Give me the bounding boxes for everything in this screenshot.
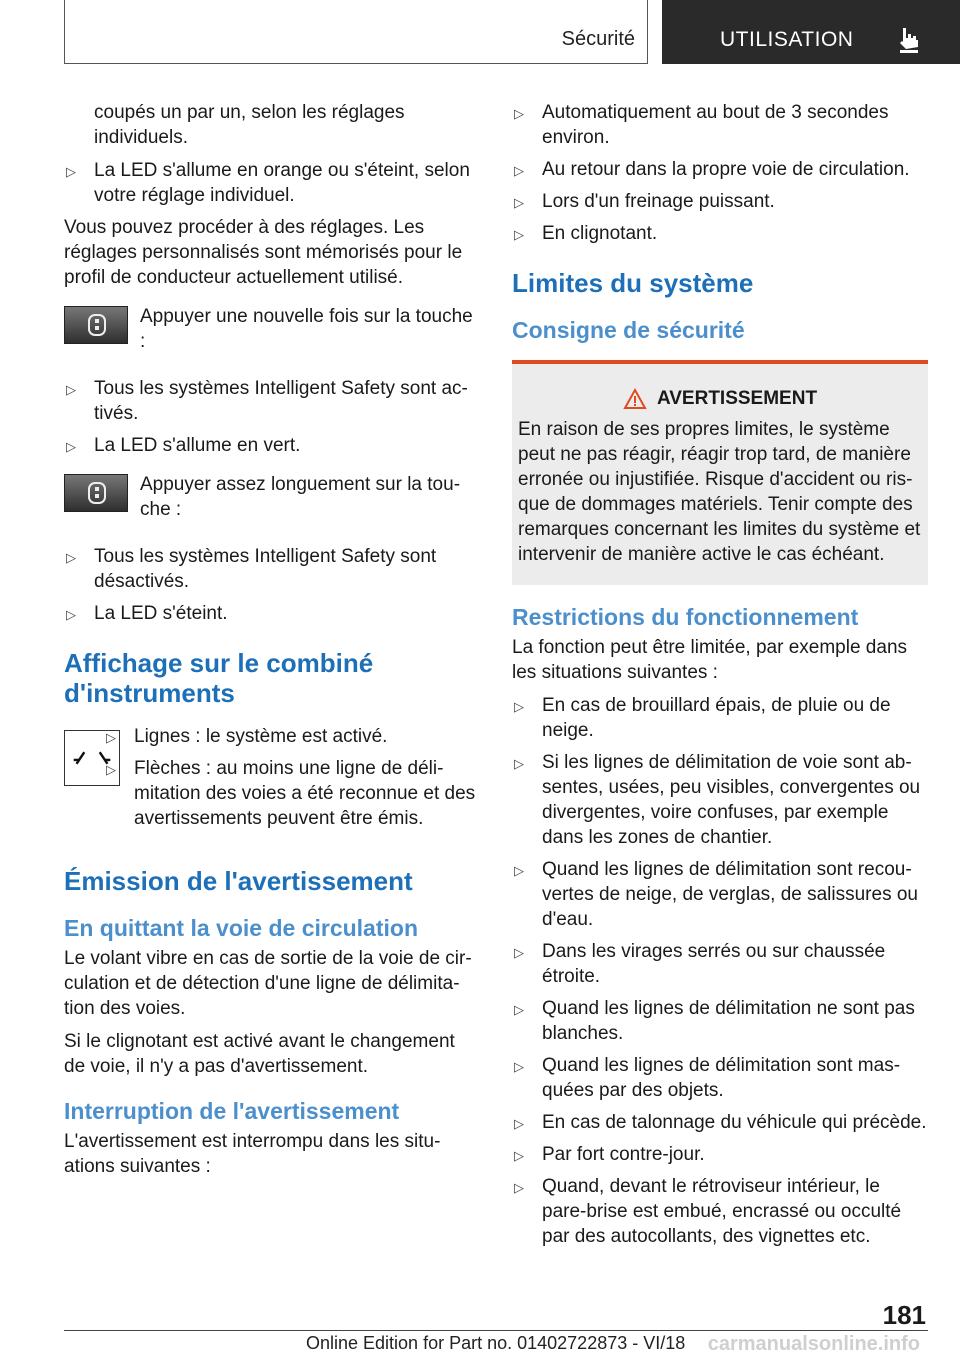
list-item: ▷ Au retour dans la propre voie de circulation. [512,157,928,182]
heading-restrictions: Restrictions du fonctionnement [512,604,859,630]
paragraph-intro-continued: coupés un par un, selon les réglages individuels. [94,102,405,148]
triangle-bullet-icon: ▷ [514,863,524,878]
triangle-bullet-icon: ▷ [66,550,76,565]
triangle-bullet-icon: ▷ [66,607,76,622]
triangle-bullet-icon: ▷ [106,730,116,745]
list-item: ▷ La LED s'allume en orange ou s'éteint, selon votre réglage individuel. [66,160,470,206]
footer-divider [64,1330,928,1331]
triangle-bullet-icon: ▷ [514,756,524,771]
list-item: ▷ Par fort contre-jour. [512,1142,928,1167]
list-item: ▷ Tous les systèmes Intelligent Safety sont désactivés. [66,546,437,592]
button-image [64,306,128,344]
watermark: carmanualsonline.info [707,1333,920,1355]
chapter-title: UTILISATION [720,28,854,51]
triangle-bullet-icon: ▷ [514,1059,524,1074]
list-item: ▷ Lignes : le système est activé. [104,724,476,749]
heading-limites: Limites du système [512,268,754,298]
page-number: 181 [882,1300,926,1330]
list-item: ▷ Tous les systèmes Intelligent Safety sont activés. [66,378,468,424]
heading-affichage: Affichage sur le combiné d'instruments [64,648,374,708]
triangle-bullet-icon: ▷ [66,439,76,454]
list-item: ▷ Si les lignes de délimitation de voie sont absentes, usées, peu visibles, convergentes ou divergentes, voire confuses, par exemple dans les zones de chantier. [514,752,921,848]
triangle-bullet-icon: ▷ [514,699,524,714]
list-item: ▷ Lors d'un freinage puissant. [512,189,928,214]
paragraph-restrictions: La fonction peut être limitée, par exemple dans les situations suivantes : [512,637,908,683]
button-instruction-1 [64,304,476,364]
triangle-bullet-icon: ▷ [514,227,524,242]
left-column [64,100,476,1187]
triangle-bullet-icon: ▷ [514,1116,524,1131]
triangle-bullet-icon: ▷ [66,382,76,397]
warning-text: En raison de ses propres limites, le système peut ne pas réagir, réagir trop tard, de manière erronée ou injustifiée. Risque d'accident ou risque de dommages matériels. Tenir compte des remarques concernant les limites du système et intervenir de manière active le cas échéant. [518,419,921,565]
button-instruction-text: Appuyer une nouvelle fois sur la touche : [140,306,473,352]
triangle-bullet-icon: ▷ [514,195,524,210]
triangle-bullet-icon: ▷ [514,1148,524,1163]
heading-emission: Émission de l'avertissement [64,866,413,896]
warning-triangle-icon [623,388,647,410]
triangle-bullet-icon: ▷ [514,163,524,178]
paragraph-clignotant: Si le clignotant est activé avant le changement de voie, il n'y a pas d'avertissement. [64,1031,455,1077]
list-item: ▷ Quand les lignes de délimitation sont recouvertes de neige, de verglas, de salissures ou d'eau. [514,859,918,930]
hand-pointer-icon [894,25,922,53]
button-instruction-2 [64,472,476,532]
heading-consigne: Consigne de sécurité [512,317,745,343]
list-item: ▷ En cas de brouillard épais, de pluie ou de neige. [514,695,891,741]
section-title: Sécurité [561,28,635,50]
safety-button-icon [87,482,107,504]
lane-display-block [64,724,476,844]
footer-edition: Online Edition for Part no. 01402722873 - VI/18 [306,1333,686,1353]
heading-quittant: En quittant la voie de circulation [64,915,418,941]
warning-box [512,360,928,585]
list-item: ▷ En cas de talonnage du véhicule qui précède. [512,1110,928,1135]
list-item: ▷ La LED s'allume en vert. [64,433,476,458]
triangle-bullet-icon: ▷ [514,1180,524,1195]
paragraph-settings: Vous pouvez procéder à des réglages. Les réglages personnalisés sont mémorisés pour le profil de conducteur actuellement utilisé. [64,217,463,288]
list-item: ▷ Flèches : au moins une ligne de délimitation des voies a été reconnue et des avertissements peuvent être émis. [106,758,476,829]
warning-title: AVERTISSEMENT [518,386,922,411]
list-item: ▷ La LED s'éteint. [64,601,476,626]
paragraph-quittant: Le volant vibre en cas de sortie de la voie de circulation et de détection d'une ligne de délimitation des voies. [64,948,472,1019]
list-item: ▷ Quand, devant le rétroviseur intérieur, le pare-brise est embué, encrassé ou occulté par des autocollants, des vignettes etc. [514,1176,902,1247]
safety-button-icon [87,314,107,336]
chapter-tab [662,0,960,64]
list-item: ▷ Dans les virages serrés ou sur chaussée étroite. [514,941,886,987]
list-item: ▷ Automatiquement au bout de 3 secondes environ. [514,102,889,148]
header-section-box [64,0,648,64]
triangle-bullet-icon: ▷ [514,945,524,960]
triangle-bullet-icon: ▷ [66,164,76,179]
heading-interruption: Interruption de l'avertissement [64,1098,400,1124]
list-item: ▷ En clignotant. [512,221,928,246]
triangle-bullet-icon: ▷ [514,106,524,121]
triangle-bullet-icon: ▷ [106,762,116,777]
button-instruction-text: Appuyer assez longuement sur la touche : [140,474,461,520]
triangle-bullet-icon: ▷ [514,1002,524,1017]
button-image [64,474,128,512]
right-column [512,100,928,1256]
list-item: ▷ Quand les lignes de délimitation ne sont pas blanches. [514,998,915,1044]
paragraph-interruption: L'avertissement est interrompu dans les situations suivantes : [64,1131,441,1177]
list-item: ▷ Quand les lignes de délimitation sont masquées par des objets. [514,1055,901,1101]
